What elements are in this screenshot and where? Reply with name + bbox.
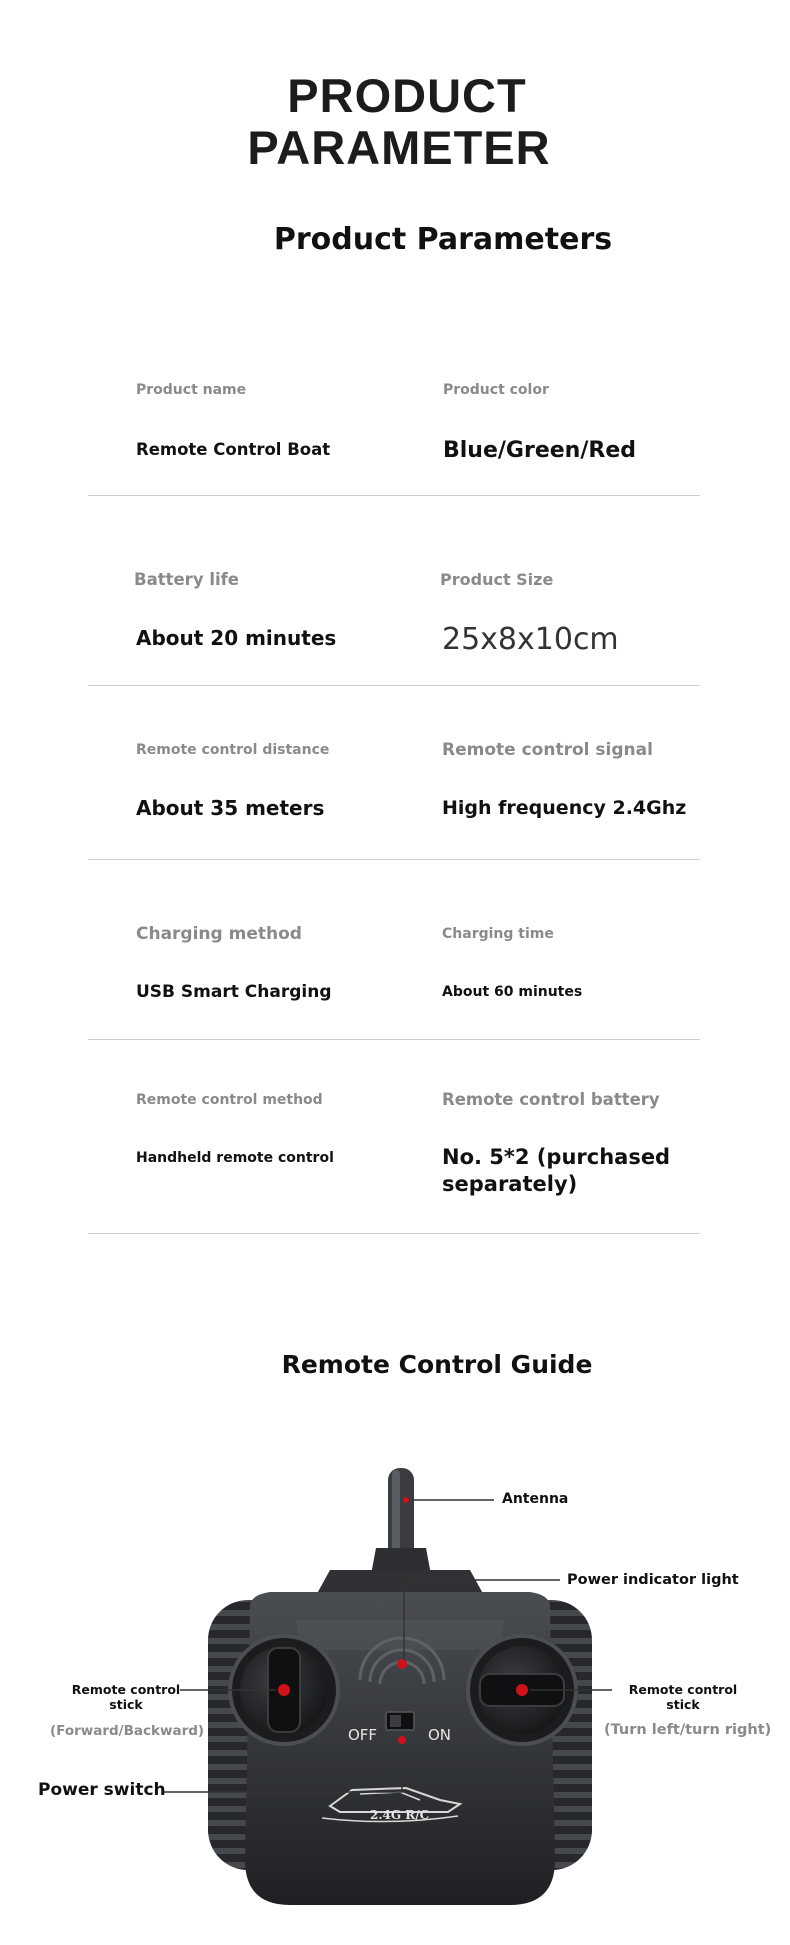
- param-label: Charging time: [442, 926, 554, 942]
- switch-on-label: ON: [428, 1726, 452, 1744]
- param-label: Product name: [136, 382, 247, 398]
- left-stick-sub: (Forward/Backward): [50, 1723, 205, 1739]
- param-value: Handheld remote control: [136, 1150, 334, 1166]
- left-stick-label: Remote control stick: [71, 1682, 181, 1712]
- param-value: Blue/Green/Red: [443, 438, 636, 463]
- guide-title: Remote Control Guide: [281, 1350, 593, 1379]
- param-label: Remote control method: [136, 1092, 323, 1108]
- param-value: 25x8x10cm: [442, 622, 619, 657]
- param-label: Product color: [443, 382, 549, 398]
- param-value: About 60 minutes: [442, 984, 583, 1000]
- model-badge: 2.4G R/C: [370, 1808, 430, 1822]
- hero-line-1: PRODUCT: [287, 69, 527, 122]
- switch-off-label: OFF: [348, 1726, 378, 1744]
- param-label: Product Size: [440, 570, 554, 589]
- param-value: USB Smart Charging: [136, 982, 332, 1002]
- right-stick-sub: (Turn left/turn right): [604, 1722, 772, 1738]
- param-label: Charging method: [136, 924, 302, 944]
- param-value: Remote Control Boat: [136, 440, 331, 459]
- param-label: Remote control battery: [442, 1090, 660, 1109]
- hero-line-2: PARAMETER: [247, 121, 551, 174]
- antenna: [370, 1468, 432, 1580]
- param-label: Battery life: [134, 570, 239, 589]
- power-indicator-light: [397, 1659, 407, 1669]
- param-label: Remote control signal: [442, 740, 653, 760]
- right-stick-label: Remote control stick: [628, 1682, 738, 1712]
- param-value: High frequency 2.4Ghz: [442, 797, 687, 819]
- antenna-label: Antenna: [502, 1491, 569, 1507]
- param-value: About 35 meters: [136, 796, 325, 820]
- power-switch-label: Power switch: [38, 1780, 166, 1800]
- param-value: No. 5*2 (purchased separately): [442, 1145, 671, 1196]
- power-light-label: Power indicator light: [567, 1572, 739, 1588]
- parameters-title: Product Parameters: [273, 222, 613, 257]
- param-label: Remote control distance: [136, 742, 330, 758]
- param-value: About 20 minutes: [136, 626, 337, 650]
